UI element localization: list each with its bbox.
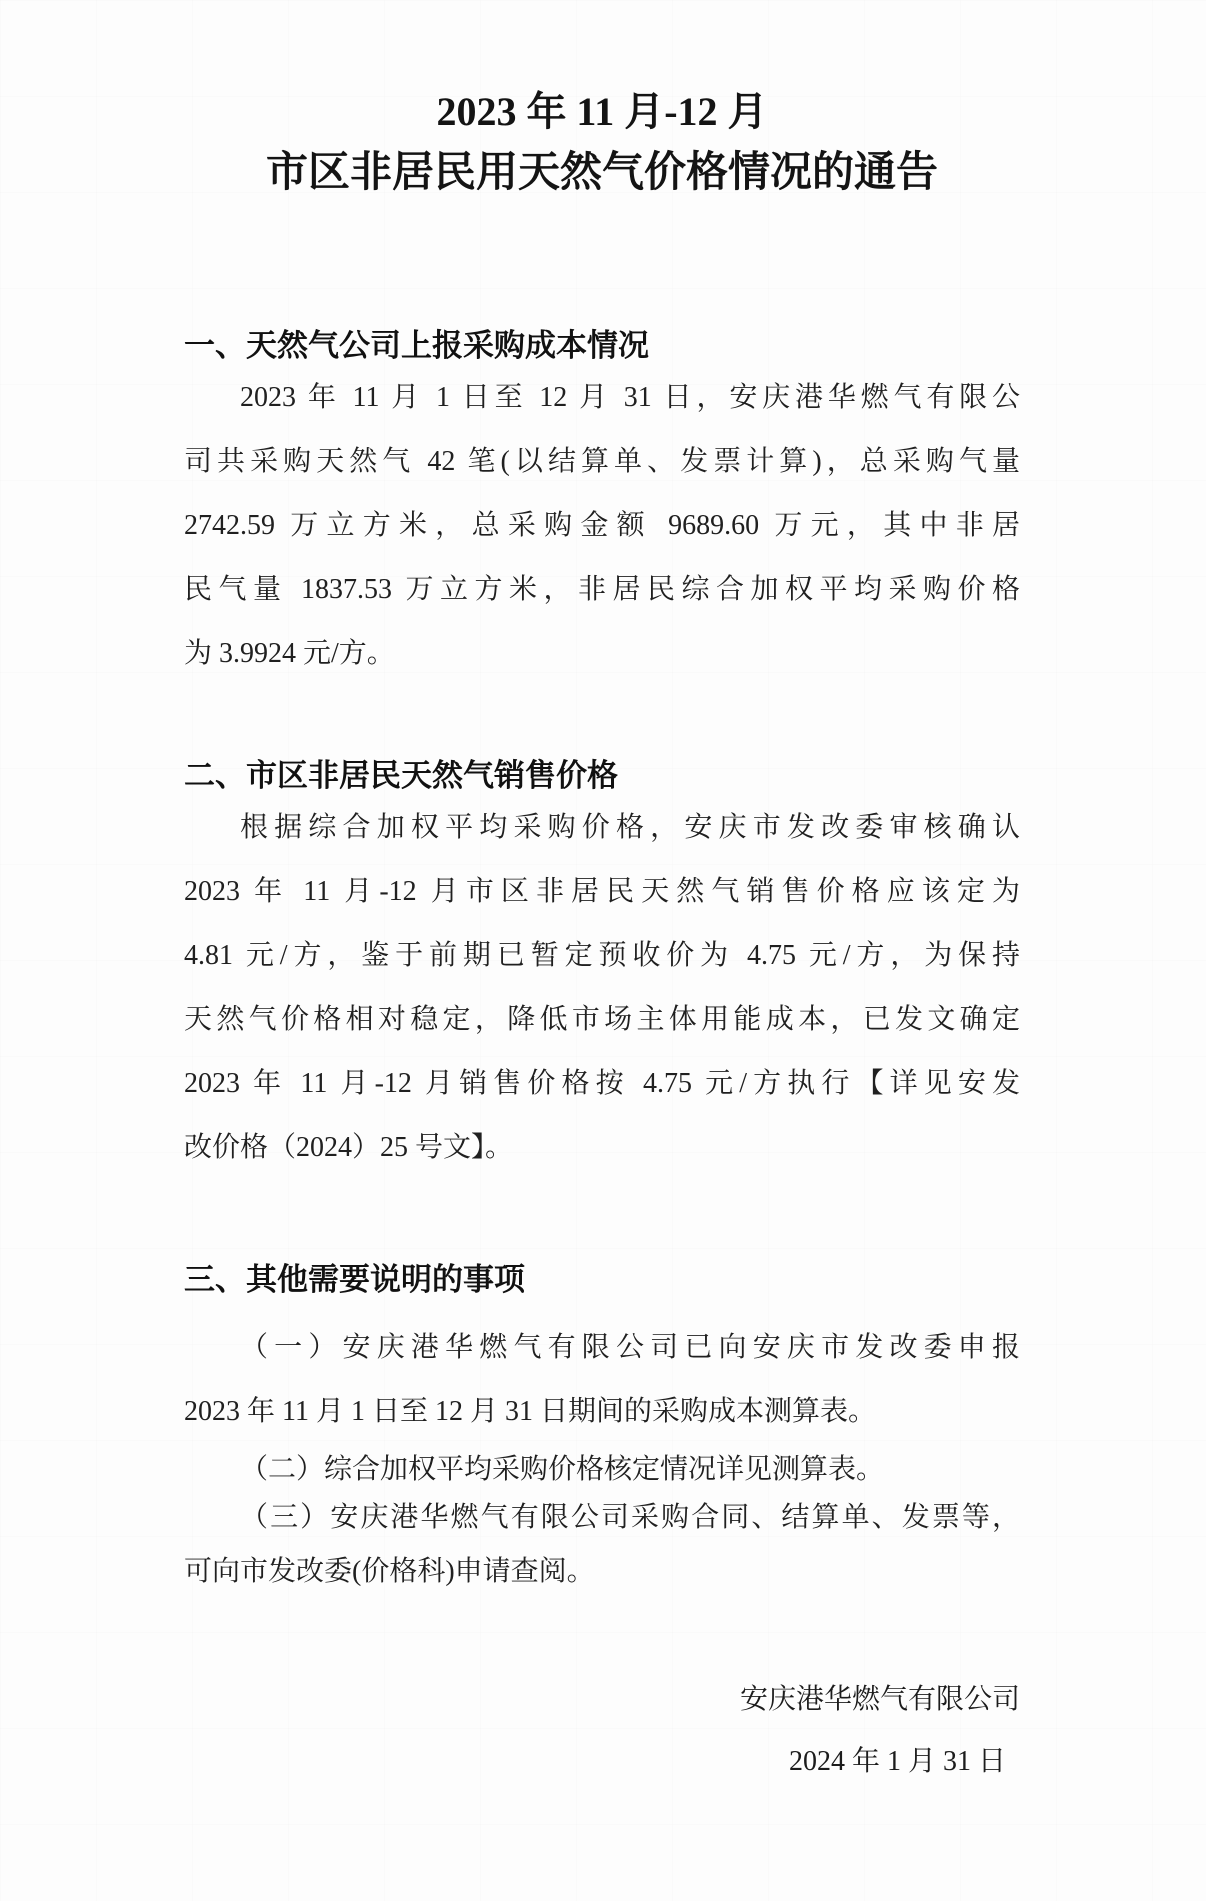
section-1-line-3: 2742.59 万立方米，总采购金额 9689.60 万元，其中非居 <box>184 510 1020 541</box>
section-2-line-1: 根据综合加权平均采购价格，安庆市发改委审核确认 <box>240 812 1020 843</box>
section-2-line-4: 天然气价格相对稳定，降低市场主体用能成本，已发文确定 <box>184 1004 1020 1035</box>
section-3-item-1-line-2: 2023 年 11 月 1 日至 12 月 31 日期间的采购成本测算表。 <box>184 1396 876 1427</box>
document-footer <box>184 1668 1020 1792</box>
signature-company: 安庆港华燃气有限公司 <box>739 1684 1020 1715</box>
document-title-line-1: 2023 年 11 月-12 月 <box>436 89 768 134</box>
section-2-line-2: 2023 年 11 月-12 月市区非居民天然气销售价格应该定为 <box>184 876 1020 907</box>
section-3-item-2: （二）综合加权平均采购价格核定情况详见测算表。 <box>240 1454 885 1485</box>
section-3-item-3-line-2: 可向市发改委(价格科)申请查阅。 <box>184 1556 595 1587</box>
document-title-line-2: 市区非居民用天然气价格情况的通告 <box>265 150 938 196</box>
document-header <box>184 88 1020 198</box>
section-3-heading: 三、其他需要说明的事项 <box>184 1262 525 1297</box>
signature-date: 2024 年 1 月 31 日 <box>788 1746 1006 1777</box>
section-2-line-5: 2023 年 11 月-12 月销售价格按 4.75 元/方执行【详见安发 <box>184 1068 1020 1099</box>
section-3-item-1-line-1: （一）安庆港华燃气有限公司已向安庆市发改委申报 <box>240 1332 1020 1363</box>
section-sales-price <box>184 756 1020 1180</box>
section-1-line-2: 司共采购天然气 42 笔(以结算单、发票计算)，总采购气量 <box>184 446 1020 477</box>
section-1-line-1: 2023 年 11 月 1 日至 12 月 31 日，安庆港华燃气有限公 <box>240 382 1020 413</box>
section-1-heading: 一、天然气公司上报采购成本情况 <box>184 328 649 363</box>
section-2-line-3: 4.81 元/方，鉴于前期已暂定预收价为 4.75 元/方，为保持 <box>184 940 1020 971</box>
section-other-notes <box>184 1260 1020 1604</box>
section-3-item-3-line-1: （三）安庆港华燃气有限公司采购合同、结算单、发票等， <box>240 1502 1020 1533</box>
section-procurement-cost <box>184 326 1020 686</box>
section-2-heading: 二、市区非居民天然气销售价格 <box>184 758 618 793</box>
section-1-line-4: 民气量 1837.53 万立方米，非居民综合加权平均采购价格 <box>184 574 1020 605</box>
section-1-line-5: 为 3.9924 元/方。 <box>184 638 395 669</box>
section-2-line-6: 改价格（2024）25 号文】。 <box>184 1132 514 1163</box>
